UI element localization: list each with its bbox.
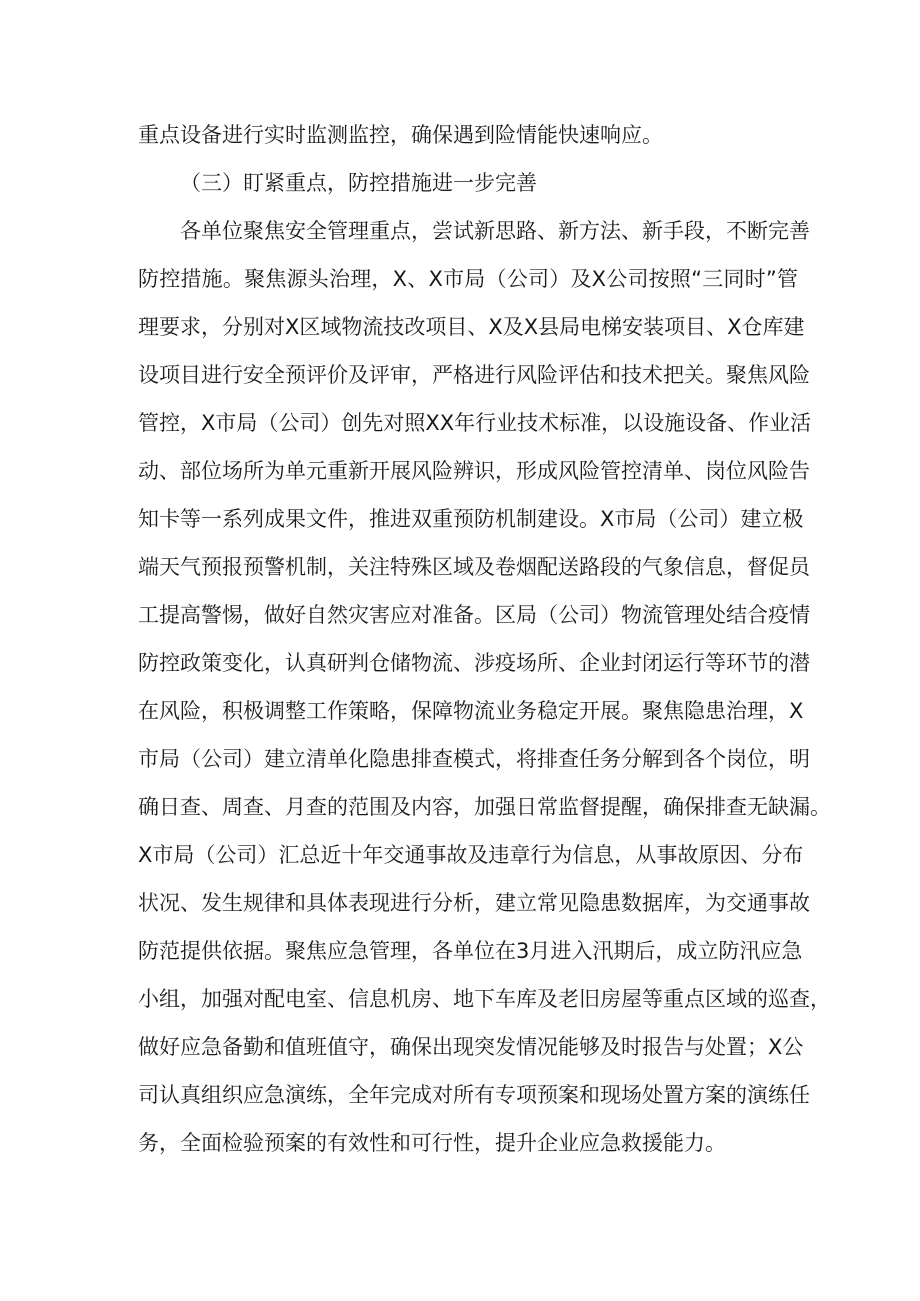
paragraph-line: 务，全面检验预案的有效性和可行性，提升企业应急救援能力。 — [138, 1131, 726, 1155]
paragraph-line: 司认真组织应急演练，全年完成对所有专项预案和现场处置方案的演练任 — [138, 1083, 810, 1107]
paragraph-line: 小组，加强对配电室、信息机房、地下车库及老旧房屋等重点区域的巡查， — [138, 987, 831, 1011]
paragraph-line: 重点设备进行实时监测监控，确保遇到险情能快速响应。 — [138, 123, 663, 147]
paragraph-line: X市局（公司）汇总近十年交通事故及违章行为信息，从事故原因、分布 — [138, 843, 804, 867]
paragraph-line: 端天气预报预警机制，关注特殊区域及卷烟配送路段的气象信息，督促员 — [138, 555, 810, 579]
paragraph-line: 各单位聚焦安全管理重点，尝试新思路、新方法、新手段，不断完善 — [180, 219, 810, 243]
paragraph-line: 确日查、周查、月查的范围及内容，加强日常监督提醒，确保排查无缺漏。 — [138, 795, 831, 819]
paragraph-line: 动、部位场所为单元重新开展风险辨识，形成风险管控清单、岗位风险告 — [138, 459, 810, 483]
paragraph-line: 工提高警惕，做好自然灾害应对准备。区局（公司）物流管理处结合疫情 — [138, 603, 810, 627]
section-heading: （三）盯紧重点，防控措施进一步完善 — [180, 171, 537, 195]
paragraph-line: 知卡等一系列成果文件，推进双重预防机制建设。X市局（公司）建立极 — [138, 507, 804, 531]
paragraph-line: 理要求，分别对X区域物流技改项目、X及X县局电梯安装项目、X仓库建 — [138, 315, 805, 339]
paragraph-line: 设项目进行安全预评价及评审，严格进行风险评估和技术把关。聚焦风险 — [138, 363, 810, 387]
paragraph-line: 状况、发生规律和具体表现进行分析，建立常见隐患数据库，为交通事故 — [138, 891, 810, 915]
paragraph-line: 防控措施。聚焦源头治理，X、X市局（公司）及X公司按照“三同时”管 — [138, 267, 798, 291]
paragraph-line: 做好应急备勤和值班值守，确保出现突发情况能够及时报告与处置；X公 — [138, 1035, 804, 1059]
paragraph-line: 在风险，积极调整工作策略，保障物流业务稳定开展。聚焦隐患治理，X — [138, 699, 804, 723]
paragraph-line: 管控，X市局（公司）创先对照XX年行业技术标准，以设施设备、作业活 — [138, 411, 812, 435]
paragraph-line: 市局（公司）建立清单化隐患排查模式，将排查任务分解到各个岗位，明 — [138, 747, 810, 771]
paragraph-line: 防控政策变化，认真研判仓储物流、涉疫场所、企业封闭运行等环节的潜 — [138, 651, 810, 675]
paragraph-line: 防范提供依据。聚焦应急管理，各单位在3月进入汛期后，成立防汛应急 — [138, 939, 803, 963]
